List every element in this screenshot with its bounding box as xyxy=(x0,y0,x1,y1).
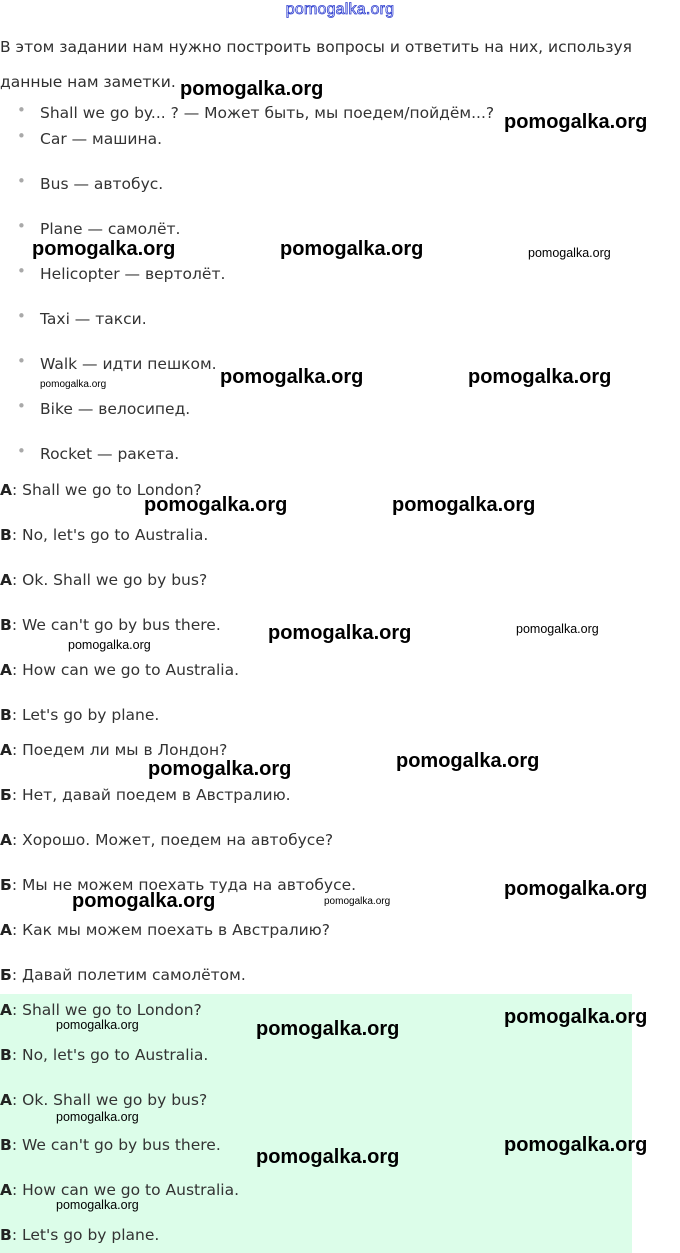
dialogue-text: : Как мы можем поехать в Австралию? xyxy=(12,921,330,939)
watermark: pomogalka.org xyxy=(56,1018,139,1032)
dialogue-text: : No, let's go to Australia. xyxy=(11,526,209,544)
dialogue-text: : Ok. Shall we go by bus? xyxy=(12,571,208,589)
watermark: pomogalka.org xyxy=(256,1018,400,1040)
watermark: pomogalka.org xyxy=(504,111,648,133)
dialogue-line xyxy=(0,1001,202,1019)
dialogue-line xyxy=(0,1226,159,1244)
bullet-icon: • xyxy=(17,172,26,190)
watermark: pomogalka.org xyxy=(504,878,648,900)
dialogue-line xyxy=(0,921,330,939)
dialogue-text: : How can we go to Australia. xyxy=(12,1181,240,1199)
watermark: pomogalka.org xyxy=(72,890,216,912)
watermark: pomogalka.org xyxy=(468,366,612,388)
watermark: pomogalka.org xyxy=(504,1134,648,1156)
speaker-label: Б xyxy=(0,876,12,894)
bullet-icon: • xyxy=(17,217,26,235)
watermark: pomogalka.org xyxy=(68,638,151,652)
speaker-label: A xyxy=(0,1001,12,1019)
watermark: pomogalka.org xyxy=(516,622,599,636)
speaker-label: B xyxy=(0,1136,12,1154)
dialogue-line xyxy=(0,706,159,724)
dialogue-line xyxy=(0,741,227,759)
watermark: pomogalka.org xyxy=(528,246,611,260)
bullet-icon: • xyxy=(17,352,26,370)
dialogue-line xyxy=(0,1136,221,1154)
dialogue-text: : Нет, давай поедем в Австралию. xyxy=(11,786,291,804)
bullet-icon: • xyxy=(17,127,26,145)
watermark: pomogalka.org xyxy=(256,1146,400,1168)
dialogue-text: : We can't go by bus there. xyxy=(11,1136,221,1154)
speaker-label: Б xyxy=(0,786,12,804)
dialogue-text: : Ok. Shall we go by bus? xyxy=(12,1091,208,1109)
dialogue-text: : Поедем ли мы в Лондон? xyxy=(12,741,228,759)
watermark: pomogalka.org xyxy=(40,379,107,390)
dialogue-line xyxy=(0,616,221,634)
header-watermark[interactable]: pomogalka.org xyxy=(285,1,395,18)
dialogue-text: : Let's go by plane. xyxy=(11,706,160,724)
watermark: pomogalka.org xyxy=(56,1198,139,1212)
watermark: pomogalka.org xyxy=(324,896,391,907)
bullet-icon: • xyxy=(17,397,26,415)
dialogue-line xyxy=(0,571,207,589)
speaker-label: A xyxy=(0,1091,12,1109)
dialogue-text: : No, let's go to Australia. xyxy=(11,1046,209,1064)
speaker-label: А xyxy=(0,741,12,759)
dialogue-line xyxy=(0,966,246,984)
dialogue-text: : Мы не можем поехать туда на автобусе. xyxy=(11,876,357,894)
dialogue-line xyxy=(0,661,239,679)
speaker-label: A xyxy=(0,661,12,679)
intro-text: В этом задании нам нужно построить вопросы и ответить на них, используя данные нам заметки. xyxy=(0,38,633,91)
dialogue-line xyxy=(0,1046,208,1064)
speaker-label: B xyxy=(0,706,12,724)
watermark: pomogalka.org xyxy=(280,238,424,260)
watermark: pomogalka.org xyxy=(180,78,324,100)
watermark: pomogalka.org xyxy=(148,758,292,780)
speaker-label: B xyxy=(0,616,12,634)
watermark: pomogalka.org xyxy=(396,750,540,772)
dialogue-line xyxy=(0,831,333,849)
dialogue-text: : Хорошо. Может, поедем на автобусе? xyxy=(12,831,334,849)
bullet-icon: • xyxy=(17,442,26,460)
speaker-label: A xyxy=(0,571,12,589)
watermark: pomogalka.org xyxy=(56,1110,139,1124)
dialogue-line xyxy=(0,1181,239,1199)
dialogue-text: : Shall we go to London? xyxy=(12,481,202,499)
dialogue-text: : Давай полетим самолётом. xyxy=(11,966,246,984)
watermark: pomogalka.org xyxy=(504,1006,648,1028)
watermark: pomogalka.org xyxy=(32,238,176,260)
dialogue-text: : How can we go to Australia. xyxy=(12,661,240,679)
watermark: pomogalka.org xyxy=(392,494,536,516)
speaker-label: А xyxy=(0,831,12,849)
bullet-icon: • xyxy=(17,101,26,119)
bullet-icon: • xyxy=(17,307,26,325)
speaker-label: B xyxy=(0,1046,12,1064)
speaker-label: B xyxy=(0,1226,12,1244)
speaker-label: Б xyxy=(0,966,12,984)
watermark: pomogalka.org xyxy=(268,622,412,644)
watermark: pomogalka.org xyxy=(220,366,364,388)
dialogue-line xyxy=(0,1091,207,1109)
speaker-label: А xyxy=(0,921,12,939)
watermark: pomogalka.org xyxy=(144,494,288,516)
dialogue-line xyxy=(0,526,208,544)
dialogue-text: : Shall we go to London? xyxy=(12,1001,202,1019)
speaker-label: A xyxy=(0,1181,12,1199)
speaker-label: A xyxy=(0,481,12,499)
dialogue-text: : Let's go by plane. xyxy=(11,1226,160,1244)
bullet-icon: • xyxy=(17,262,26,280)
speaker-label: B xyxy=(0,526,12,544)
dialogue-line xyxy=(0,786,291,804)
dialogue-text: : We can't go by bus there. xyxy=(11,616,221,634)
